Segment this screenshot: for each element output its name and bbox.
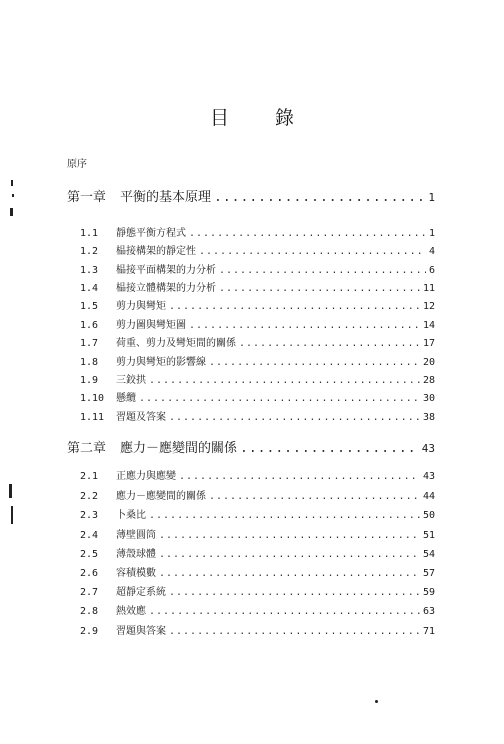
section-title: 懸纜 (116, 393, 136, 404)
leader-dots (159, 549, 420, 560)
toc-entry (80, 316, 435, 333)
toc-entry (80, 334, 435, 351)
section-number: 2.7 (80, 587, 99, 598)
leader-dots (239, 338, 420, 349)
section-page: 6 (428, 265, 435, 276)
toc-entry (80, 261, 435, 278)
section-title: 剪力與彎矩的影響線 (116, 357, 206, 368)
toc-entry (80, 224, 435, 241)
section-number: 1.7 (80, 338, 99, 349)
section-page: 30 (422, 393, 435, 404)
chapter-1-heading (67, 186, 435, 205)
section-title: 薄殼球體 (116, 549, 156, 560)
chapter-page: 1 (428, 191, 435, 204)
leader-dots (240, 441, 419, 456)
chapter-2-heading (67, 437, 435, 456)
toc-entry (80, 279, 435, 296)
section-title: 容積模數 (116, 568, 156, 579)
section-number: 2.4 (80, 530, 99, 541)
toc-entry (80, 467, 435, 484)
leader-dots (214, 190, 425, 205)
section-number: 2.9 (80, 626, 99, 637)
chapter-page: 43 (421, 442, 435, 455)
leader-dots (169, 626, 420, 637)
toc-entry (80, 297, 435, 314)
section-page: 71 (422, 626, 435, 637)
leader-dots (149, 606, 420, 617)
section-page: 20 (422, 357, 435, 368)
section-title: 習題及答案 (116, 412, 166, 423)
section-page: 12 (422, 301, 435, 312)
scan-speck (375, 700, 378, 703)
page-title: 目 錄 (209, 107, 315, 129)
chapter-number: 第一章 (67, 190, 107, 205)
section-number: 1.10 (80, 393, 105, 404)
toc-entry (80, 487, 435, 504)
section-title: 剪力與彎矩 (116, 301, 166, 312)
section-page: 54 (422, 549, 435, 560)
leader-dots (219, 283, 420, 294)
chapter-title: 應力－應變間的關係 (120, 441, 238, 456)
section-title: 習題與答案 (116, 626, 166, 637)
section-number: 1.5 (80, 301, 99, 312)
leader-dots (199, 246, 426, 257)
toc-entry (80, 602, 435, 619)
section-number: 1.2 (80, 246, 99, 257)
leader-dots (169, 412, 420, 423)
toc-entry (80, 564, 435, 581)
scan-speck (11, 506, 13, 524)
leader-dots (149, 375, 420, 386)
leader-dots (169, 587, 420, 598)
section-number: 1.3 (80, 265, 99, 276)
toc-entry (80, 371, 435, 388)
section-page: 1 (428, 228, 435, 239)
leader-dots (179, 471, 420, 482)
toc-entry (80, 408, 435, 425)
scan-speck (11, 180, 13, 186)
leader-dots (189, 228, 426, 239)
section-number: 1.11 (80, 412, 105, 423)
scan-speck (12, 194, 14, 197)
section-number: 2.2 (80, 491, 99, 502)
section-title: 榀接平面構架的力分析 (116, 265, 216, 276)
section-page: 44 (422, 491, 435, 502)
section-page: 11 (422, 283, 435, 294)
section-title: 薄壁圓筒 (116, 530, 156, 541)
section-page: 14 (422, 320, 435, 331)
section-number: 1.9 (80, 375, 99, 386)
section-number: 2.6 (80, 568, 99, 579)
section-page: 17 (422, 338, 435, 349)
leader-dots (149, 510, 420, 521)
section-title: 卜桑比 (116, 510, 146, 521)
leader-dots (189, 320, 420, 331)
toc-entry (80, 545, 435, 562)
section-title: 應力－應變間的關係 (116, 491, 206, 502)
section-number: 1.1 (80, 228, 99, 239)
chapter-number: 第二章 (67, 441, 107, 456)
toc-entry (80, 242, 435, 259)
toc-entry (80, 353, 435, 370)
toc-entry (80, 506, 435, 523)
section-page: 51 (422, 530, 435, 541)
section-title: 剪力圖與彎矩圖 (116, 320, 186, 331)
leader-dots (219, 265, 426, 276)
section-title: 正應力與應變 (116, 471, 176, 482)
section-number: 2.8 (80, 606, 99, 617)
section-page: 50 (422, 510, 435, 521)
section-number: 1.8 (80, 357, 99, 368)
scan-speck (10, 208, 13, 216)
section-title: 熱效應 (116, 606, 146, 617)
section-page: 43 (422, 471, 435, 482)
section-title: 三鉸拱 (116, 375, 146, 386)
section-number: 1.6 (80, 320, 99, 331)
section-page: 38 (422, 412, 435, 423)
section-number: 2.1 (80, 471, 99, 482)
section-page: 63 (422, 606, 435, 617)
toc-entry (80, 526, 435, 543)
scan-speck (9, 484, 12, 498)
toc-entry (80, 583, 435, 600)
section-number: 1.4 (80, 283, 99, 294)
section-title: 榀接立體構架的力分析 (116, 283, 216, 294)
leader-dots (209, 357, 420, 368)
section-page: 4 (428, 246, 435, 257)
leader-dots (159, 530, 420, 541)
section-number: 2.3 (80, 510, 99, 521)
section-title: 靜態平衡方程式 (116, 228, 186, 239)
section-page: 57 (422, 568, 435, 579)
toc-entry (80, 389, 435, 406)
chapter-title: 平衡的基本原理 (120, 190, 212, 205)
section-title: 超靜定系統 (116, 587, 166, 598)
leader-dots (169, 301, 420, 312)
section-page: 28 (422, 375, 435, 386)
section-page: 59 (422, 587, 435, 598)
section-title: 荷重、剪力及彎矩間的關係 (116, 338, 236, 349)
leader-dots (159, 568, 420, 579)
preface-entry: 原序 (67, 159, 87, 170)
toc-entry (80, 622, 435, 639)
leader-dots (209, 491, 420, 502)
section-number: 2.5 (80, 549, 99, 560)
leader-dots (139, 393, 420, 404)
section-title: 榀接構架的靜定性 (116, 246, 196, 257)
